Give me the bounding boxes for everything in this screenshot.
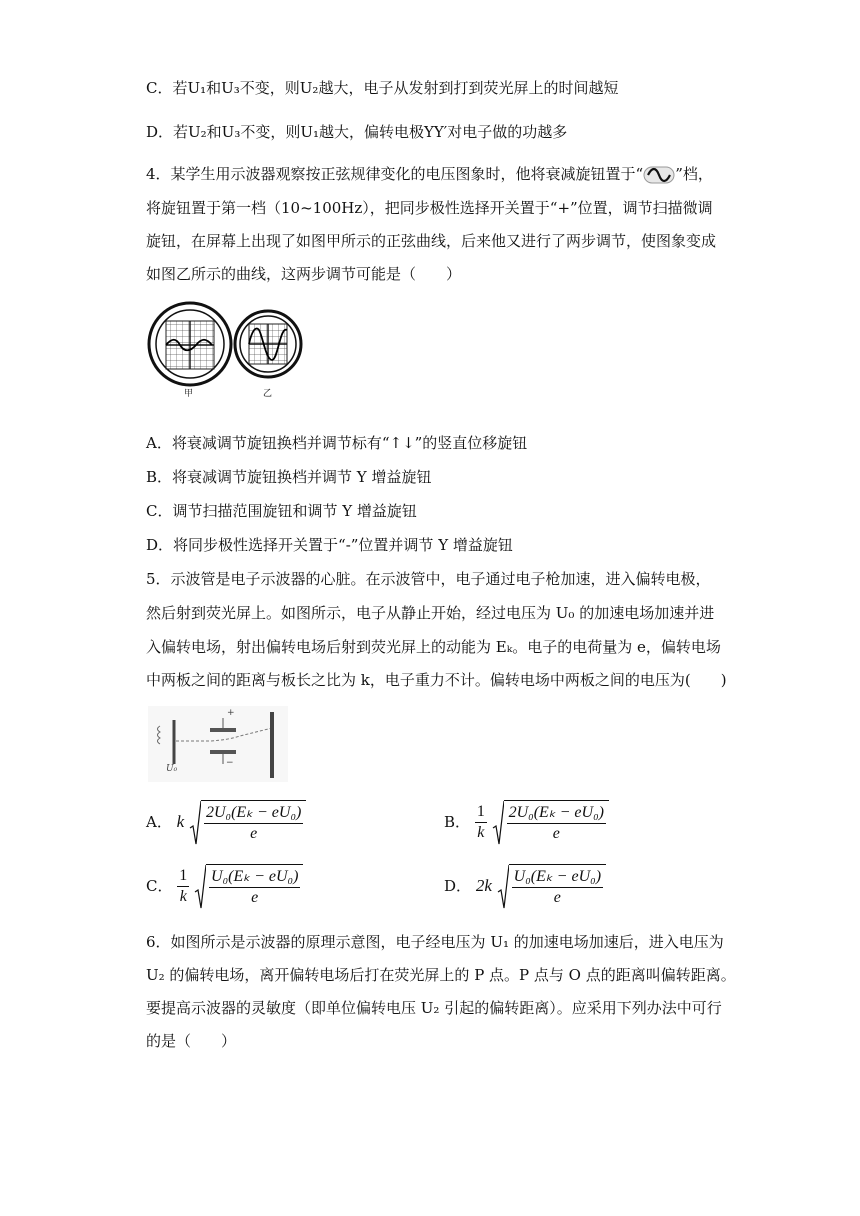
screen-a: [149, 303, 231, 385]
q5-option-d: [444, 864, 606, 908]
coefficient: k: [176, 812, 185, 831]
square-root: [492, 800, 609, 844]
q3-option-c: C．若U₁和U₃不变，则U₂越大，电子从发射到打到荧光屏上的时间越短: [146, 79, 619, 97]
q6-stem-line-4: 的是（ ）: [146, 1032, 237, 1050]
oscilloscope-screens-diagram: [146, 300, 306, 400]
q5-stem-line-3: 入偏转电场，射出偏转电场后射到荧光屏上的动能为 Eₖ。电子的电荷量为 e，偏转电场: [146, 638, 721, 656]
option-letter: D．: [444, 877, 472, 895]
q5-option-a: [146, 800, 306, 844]
figure-label-a: 甲: [184, 389, 194, 399]
denominator: e: [552, 825, 560, 842]
q5-stem-line-4: 中两板之间的距离与板长之比为 k，电子重力不计。偏转电场中两板之间的电压为( ): [146, 671, 727, 689]
coef-den: k: [179, 887, 187, 905]
u0-label: U₀: [166, 764, 178, 774]
q4-stem-line-2: 将旋钮置于第一档（10~100Hz），把同步极性选择开关置于“+”位置，调节扫描微调: [146, 199, 713, 217]
minus-sign: −: [226, 758, 234, 768]
q4-stem-line-4: 如图乙所示的曲线，这两步调节可能是（ ）: [146, 265, 462, 283]
denominator: e: [250, 825, 258, 842]
numerator: 2U₀(Eₖ − eU₀): [507, 803, 606, 824]
q4-stem-line-1: [146, 163, 713, 185]
q4-option-c: C．调节扫描范围旋钮和调节 Y 增益旋钮: [146, 502, 417, 520]
q4-option-b: B．将衰减调节旋钮换档并调节 Y 增益旋钮: [146, 468, 432, 486]
figure-label-b: 乙: [263, 389, 273, 399]
q6-stem-line-3: 要提高示波器的灵敏度（即单位偏转电压 U₂ 引起的偏转距离）。应采用下列办法中可行: [146, 999, 722, 1017]
q5-stem-line-1: 5．示波管是电子示波器的心脏。在示波管中，电子通过电子枪加速，进入偏转电极，: [146, 570, 711, 588]
option-letter: C．: [146, 877, 173, 895]
q3-option-d: D．若U₂和U₃不变，则U₁越大，偏转电极YY′对电子做的功越多: [146, 123, 568, 141]
coef-num: 1: [475, 802, 487, 823]
q6-stem-line-1: 6．如图所示是示波器的原理示意图，电子经电压为 U₁ 的加速电场加速后，进入电压为: [146, 933, 724, 951]
q4-stem-text: 4．某学生用示波器观察按正弦规律变化的电压图象时，他将衰减旋钮置于“: [146, 165, 644, 183]
option-letter: A．: [146, 813, 172, 831]
numerator: U₀(Eₖ − eU₀): [209, 867, 300, 888]
coefficient-fraction: [177, 866, 189, 907]
square-root: [189, 800, 306, 844]
q4-stem-text-end: ”档，: [675, 165, 713, 183]
deflection-diagram: [148, 706, 288, 782]
q6-stem-line-2: U₂ 的偏转电场，离开偏转电场后打在荧光屏上的 P 点。P 点与 O 点的距离叫偏转距离。: [146, 966, 736, 984]
q4-option-a: A．将衰减调节旋钮换档并调节标有“↑↓”的竖直位移旋钮: [146, 434, 528, 452]
sine-wave-icon: [643, 166, 675, 184]
q5-stem-line-2: 然后射到荧光屏上。如图所示，电子从静止开始，经过电压为 U₀ 的加速电场加速并进: [146, 604, 715, 622]
numerator: U₀(Eₖ − eU₀): [512, 867, 603, 888]
coefficient: 2k: [475, 876, 492, 895]
q4-stem-line-3: 旋钮，在屏幕上出现了如图甲所示的正弦曲线，后来他又进行了两步调节，使图象变成: [146, 232, 717, 250]
q4-option-d: D．将同步极性选择开关置于“-”位置并调节 Y 增益旋钮: [146, 536, 513, 554]
square-root: [497, 864, 606, 908]
plus-sign: +: [227, 708, 235, 718]
coefficient-fraction: [475, 802, 487, 843]
q5-option-b: [444, 800, 609, 844]
denominator: e: [553, 889, 561, 906]
option-letter: B．: [444, 813, 471, 831]
square-root: [194, 864, 303, 908]
numerator: 2U₀(Eₖ − eU₀): [204, 803, 303, 824]
q5-option-c: [146, 864, 303, 908]
screen-b: [235, 311, 301, 377]
oscilloscope-figures: [146, 300, 306, 400]
coef-den: k: [477, 823, 485, 841]
denominator: e: [251, 889, 259, 906]
coef-num: 1: [177, 866, 189, 887]
